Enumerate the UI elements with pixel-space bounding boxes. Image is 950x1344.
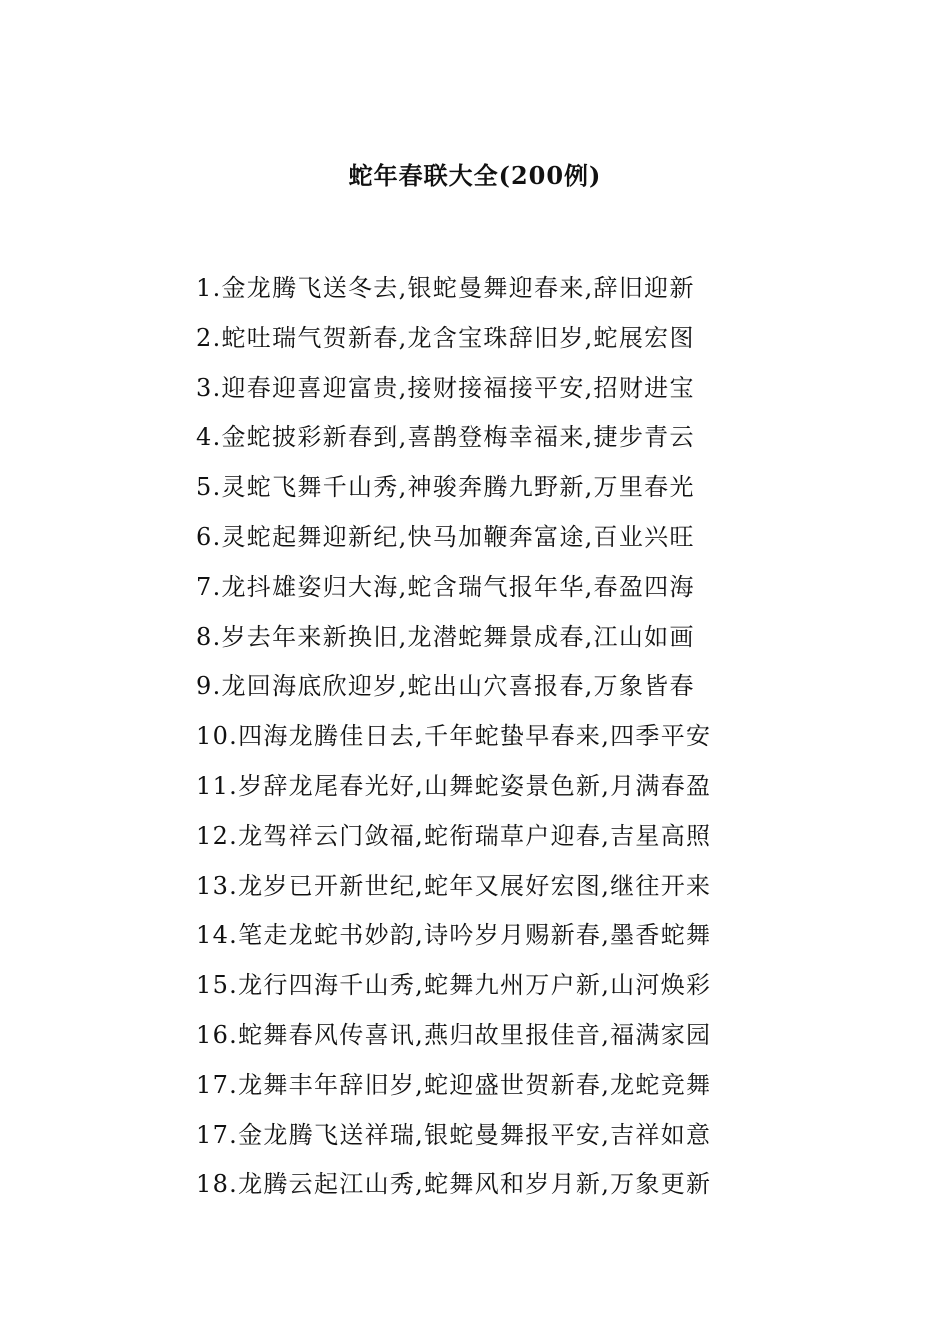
couplet-item-4: 4.金蛇披彩新春到,喜鹊登梅幸福来,捷步青云 [196, 423, 695, 452]
couplet-item-9: 9.龙回海底欣迎岁,蛇出山穴喜报春,万象皆春 [196, 672, 695, 701]
couplet-item-10: 10.四海龙腾佳日去,千年蛇蛰早春来,四季平安 [196, 722, 712, 751]
couplet-item-15: 15.龙行四海千山秀,蛇舞九州万户新,山河焕彩 [196, 971, 712, 1000]
couplet-item-5: 5.灵蛇飞舞千山秀,神骏奔腾九野新,万里春光 [196, 473, 695, 502]
couplet-item-12: 12.龙驾祥云门敛福,蛇衔瑞草户迎春,吉星高照 [196, 821, 712, 850]
couplet-item-17b: 17.金龙腾飞送祥瑞,银蛇曼舞报平安,吉祥如意 [196, 1120, 712, 1149]
document-title: 蛇年春联大全(200例) [348, 161, 602, 190]
couplet-item-17: 17.龙舞丰年辞旧岁,蛇迎盛世贺新春,龙蛇竞舞 [196, 1070, 712, 1099]
couplet-item-8: 8.岁去年来新换旧,龙潜蛇舞景成春,江山如画 [196, 622, 695, 651]
couplet-item-16: 16.蛇舞春风传喜讯,燕归故里报佳音,福满家园 [196, 1020, 712, 1049]
couplet-item-14: 14.笔走龙蛇书妙韵,诗吟岁月赐新春,墨香蛇舞 [196, 921, 712, 950]
couplet-item-18: 18.龙腾云起江山秀,蛇舞风和岁月新,万象更新 [196, 1170, 712, 1199]
couplet-list [196, 270, 756, 1216]
couplet-item-11: 11.岁辞龙尾春光好,山舞蛇姿景色新,月满春盈 [196, 771, 712, 800]
couplet-item-13: 13.龙岁已开新世纪,蛇年又展好宏图,继往开来 [196, 871, 712, 900]
couplet-item-3: 3.迎春迎喜迎富贵,接财接福接平安,招财进宝 [196, 373, 695, 402]
couplet-item-6: 6.灵蛇起舞迎新纪,快马加鞭奔富途,百业兴旺 [196, 522, 695, 551]
couplet-item-1: 1.金龙腾飞送冬去,银蛇曼舞迎春来,辞旧迎新 [196, 274, 695, 302]
couplet-item-2: 2.蛇吐瑞气贺新春,龙含宝珠辞旧岁,蛇展宏图 [196, 323, 695, 352]
couplet-item-7: 7.龙抖雄姿归大海,蛇含瑞气报年华,春盈四海 [196, 572, 695, 601]
